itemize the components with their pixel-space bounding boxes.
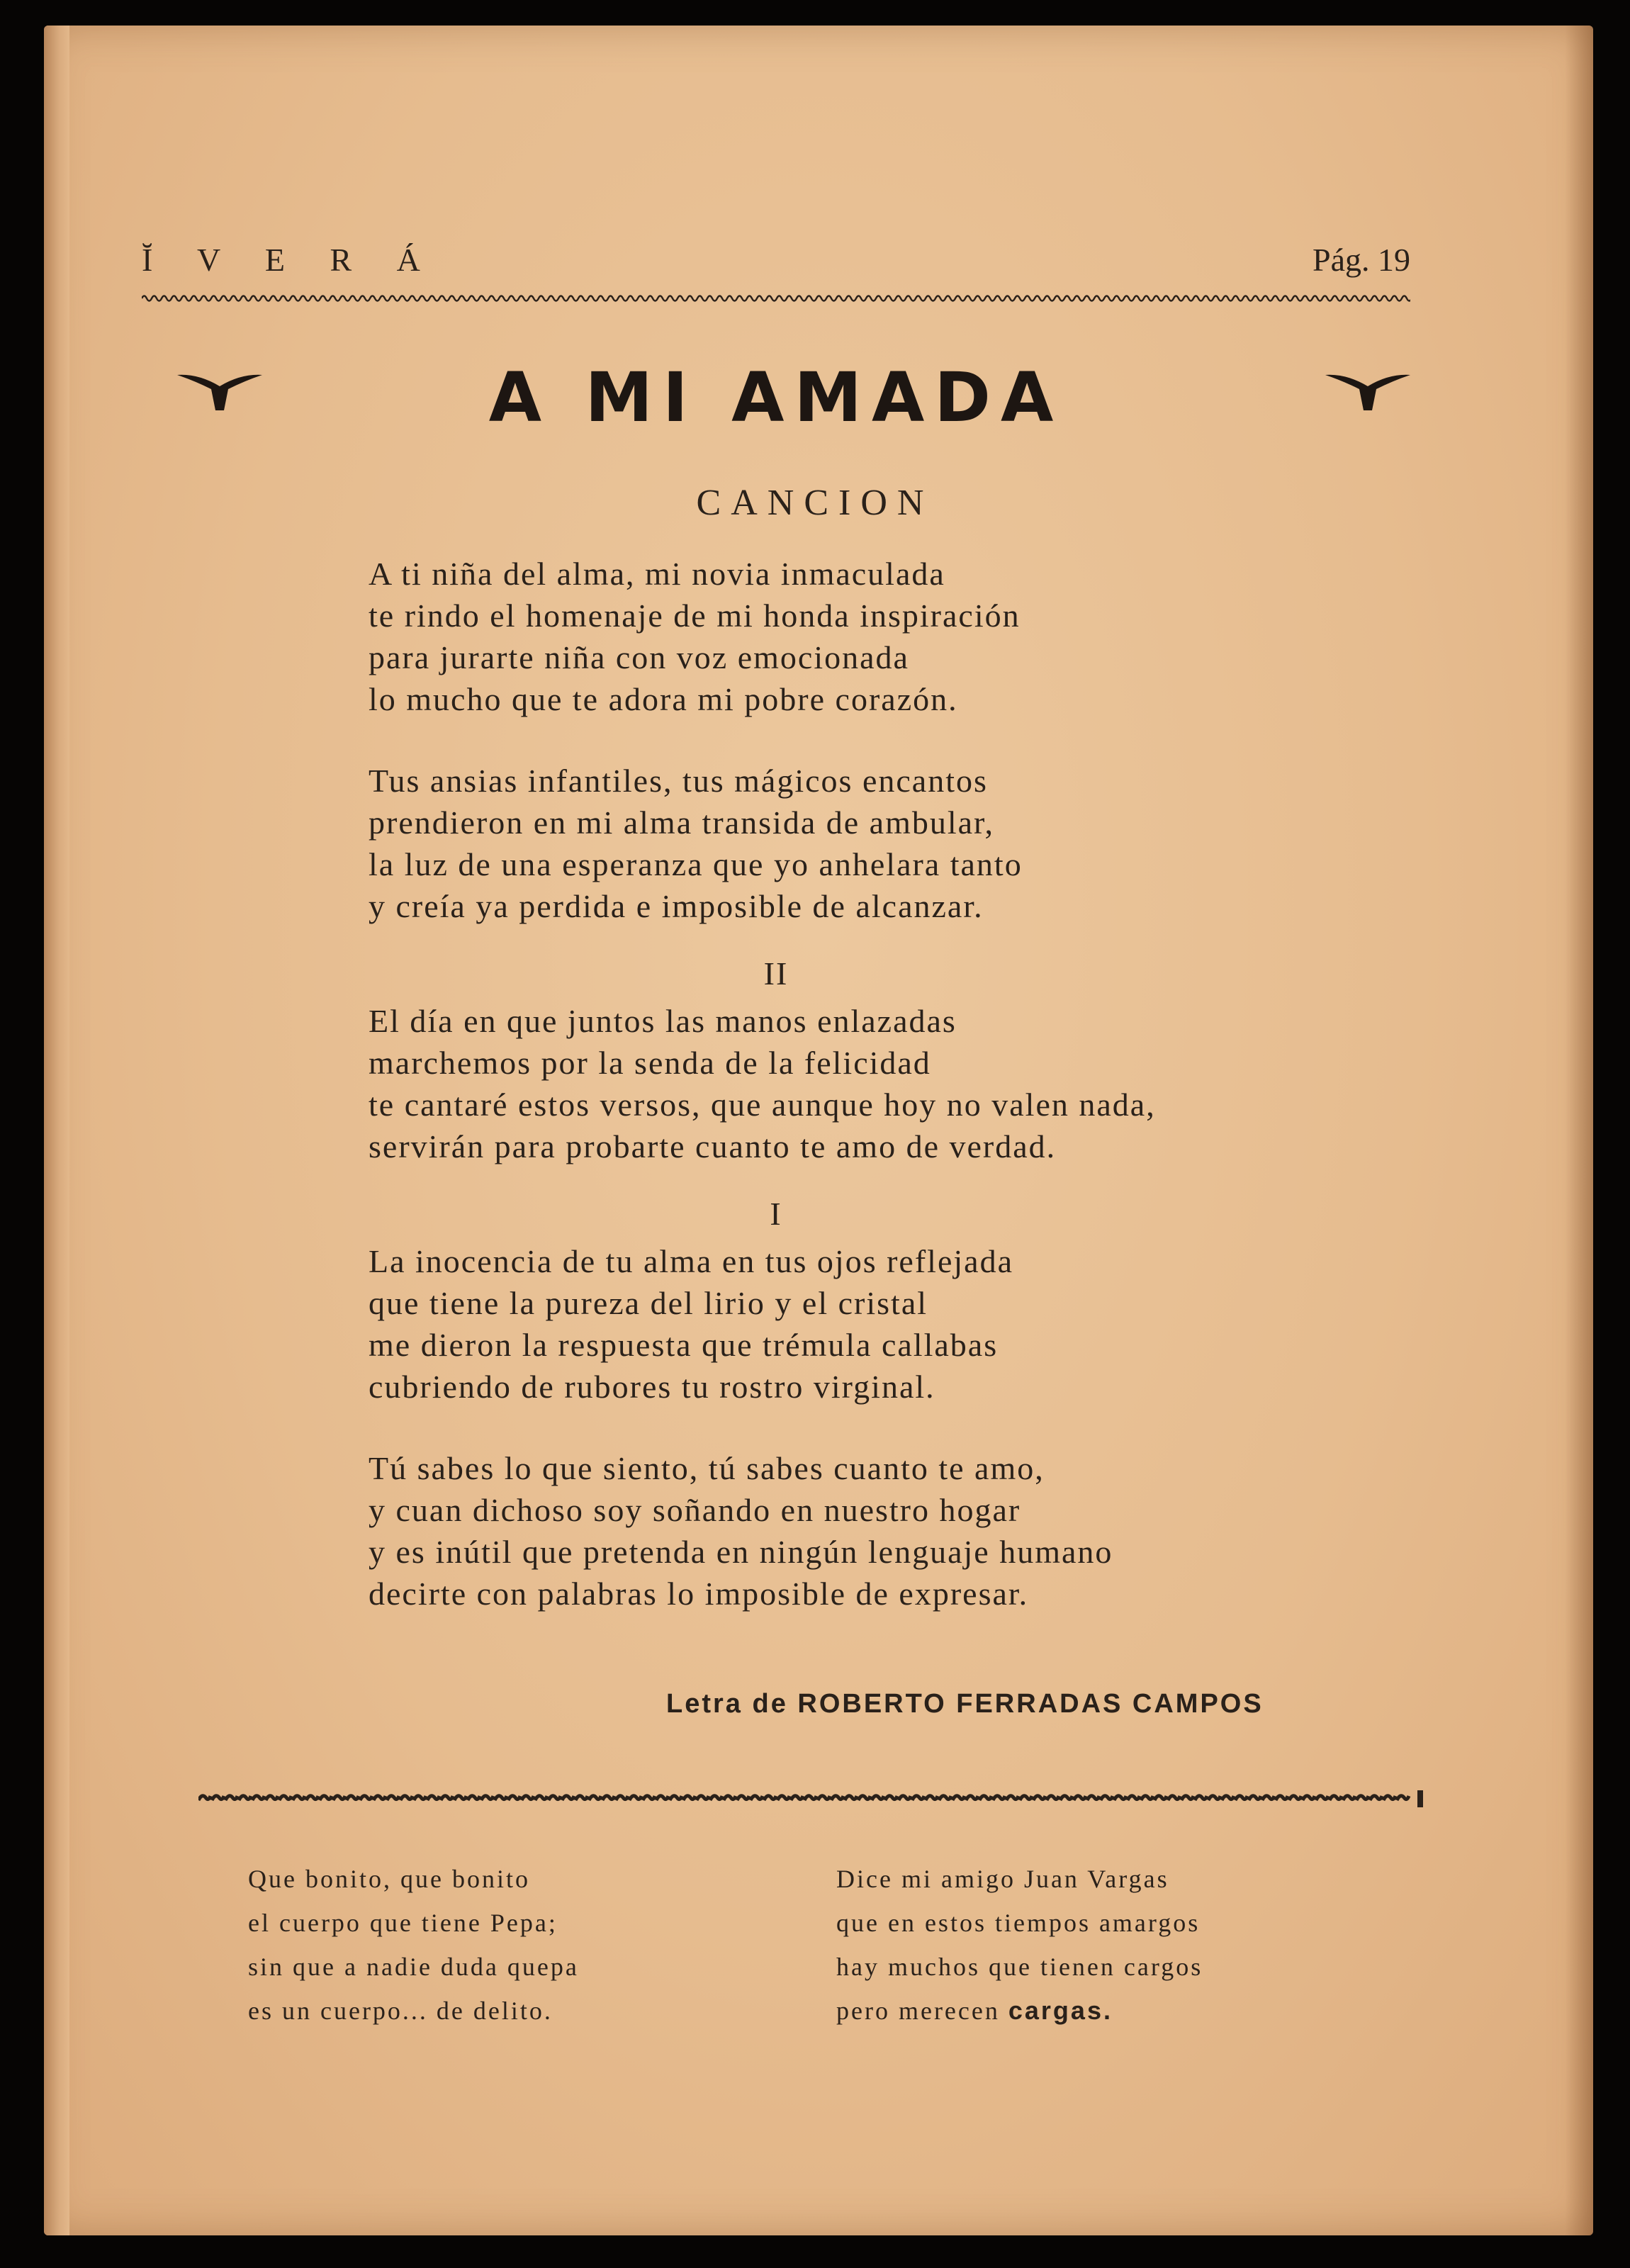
poem-line: te cantaré estos versos, que aunque hoy no valen nada, bbox=[369, 1087, 1156, 1123]
poem-line: cubriendo de rubores tu rostro virginal. bbox=[369, 1369, 935, 1405]
verse-right bbox=[836, 1857, 1203, 2033]
poem-line: te rindo el homenaje de mi honda inspiración bbox=[369, 597, 1021, 634]
poem-subtitle: CANCION bbox=[696, 483, 934, 523]
poem-line: y cuan dichoso soy soñando en nuestro hogar bbox=[369, 1492, 1021, 1528]
poem-line: me dieron la respuesta que trémula callabas bbox=[369, 1327, 999, 1363]
verse-line: Dice mi amigo Juan Vargas bbox=[836, 1865, 1169, 1893]
poem-title: A MI AMADA bbox=[488, 358, 1064, 437]
stanza bbox=[369, 1240, 1396, 1408]
poem-line: A ti niña del alma, mi novia inmaculada bbox=[369, 556, 945, 592]
poem-line: la luz de una esperanza que yo anhelara tanto bbox=[369, 846, 1023, 882]
author-credit: Letra de ROBERTO FERRADAS CAMPOS bbox=[666, 1689, 1264, 1719]
page-number: Pág. 19 bbox=[1313, 242, 1410, 278]
poem-line: Tus ansias infantiles, tus mágicos encantos bbox=[369, 763, 988, 799]
poem-line: servirán para probarte cuanto te amo de verdad. bbox=[369, 1128, 1057, 1164]
header-wavy-rule bbox=[142, 292, 1410, 305]
poem-line: La inocencia de tu alma en tus ojos reflejada bbox=[369, 1243, 1013, 1279]
poem-line: y es inútil que pretenda en ningún lenguaje humano bbox=[369, 1534, 1113, 1570]
verse-line: que en estos tiempos amargos bbox=[836, 1909, 1201, 1937]
section-numeral: II bbox=[763, 955, 789, 992]
poem-line: y creía ya perdida e imposible de alcanzar. bbox=[369, 888, 984, 924]
poem-line: decirte con palabras lo imposible de expresar. bbox=[369, 1576, 1029, 1612]
section-numeral: I bbox=[770, 1196, 782, 1232]
poem-line: prendieron en mi alma transida de ambular, bbox=[369, 804, 995, 841]
verse-line: hay muchos que tienen cargos bbox=[836, 1953, 1203, 1981]
poem-line: marchemos por la senda de la felicidad bbox=[369, 1045, 931, 1081]
poem-line: lo mucho que te adora mi pobre corazón. bbox=[369, 681, 958, 717]
bird-ornament-right-icon bbox=[1325, 371, 1410, 413]
poem-line: Tú sabes lo que siento, tú sabes cuanto te amo, bbox=[369, 1450, 1045, 1486]
page-edge-shadow bbox=[1565, 26, 1593, 2235]
stanza bbox=[369, 553, 1396, 720]
title-row bbox=[142, 358, 1410, 436]
stanza bbox=[369, 760, 1396, 927]
verse-line: el cuerpo que tiene Pepa; bbox=[248, 1909, 558, 1937]
verse-left bbox=[248, 1857, 579, 2033]
chain-divider bbox=[198, 1787, 1424, 1809]
poem-line: para jurarte niña con voz emocionada bbox=[369, 639, 909, 675]
binding-spine bbox=[44, 26, 69, 2235]
verse-line-text: pero merecen bbox=[836, 1997, 1000, 2025]
verse-bold-word: cargas. bbox=[1008, 1996, 1113, 2025]
verse-line: Que bonito, que bonito bbox=[248, 1865, 530, 1893]
page-header bbox=[142, 241, 1410, 284]
poem-line: que tiene la pureza del lirio y el cristal bbox=[369, 1285, 928, 1321]
verse-line-last bbox=[836, 1989, 1203, 2033]
poem-body bbox=[369, 553, 1396, 1654]
poem-line: El día en que juntos las manos enlazadas bbox=[369, 1003, 957, 1039]
verse-line: es un cuerpo... de delito. bbox=[248, 1997, 553, 2025]
verse-line: sin que a nadie duda quepa bbox=[248, 1953, 579, 1981]
stanza bbox=[369, 1000, 1396, 1167]
masthead: Ĭ V E R Á bbox=[142, 242, 439, 278]
stanza bbox=[369, 1447, 1396, 1615]
